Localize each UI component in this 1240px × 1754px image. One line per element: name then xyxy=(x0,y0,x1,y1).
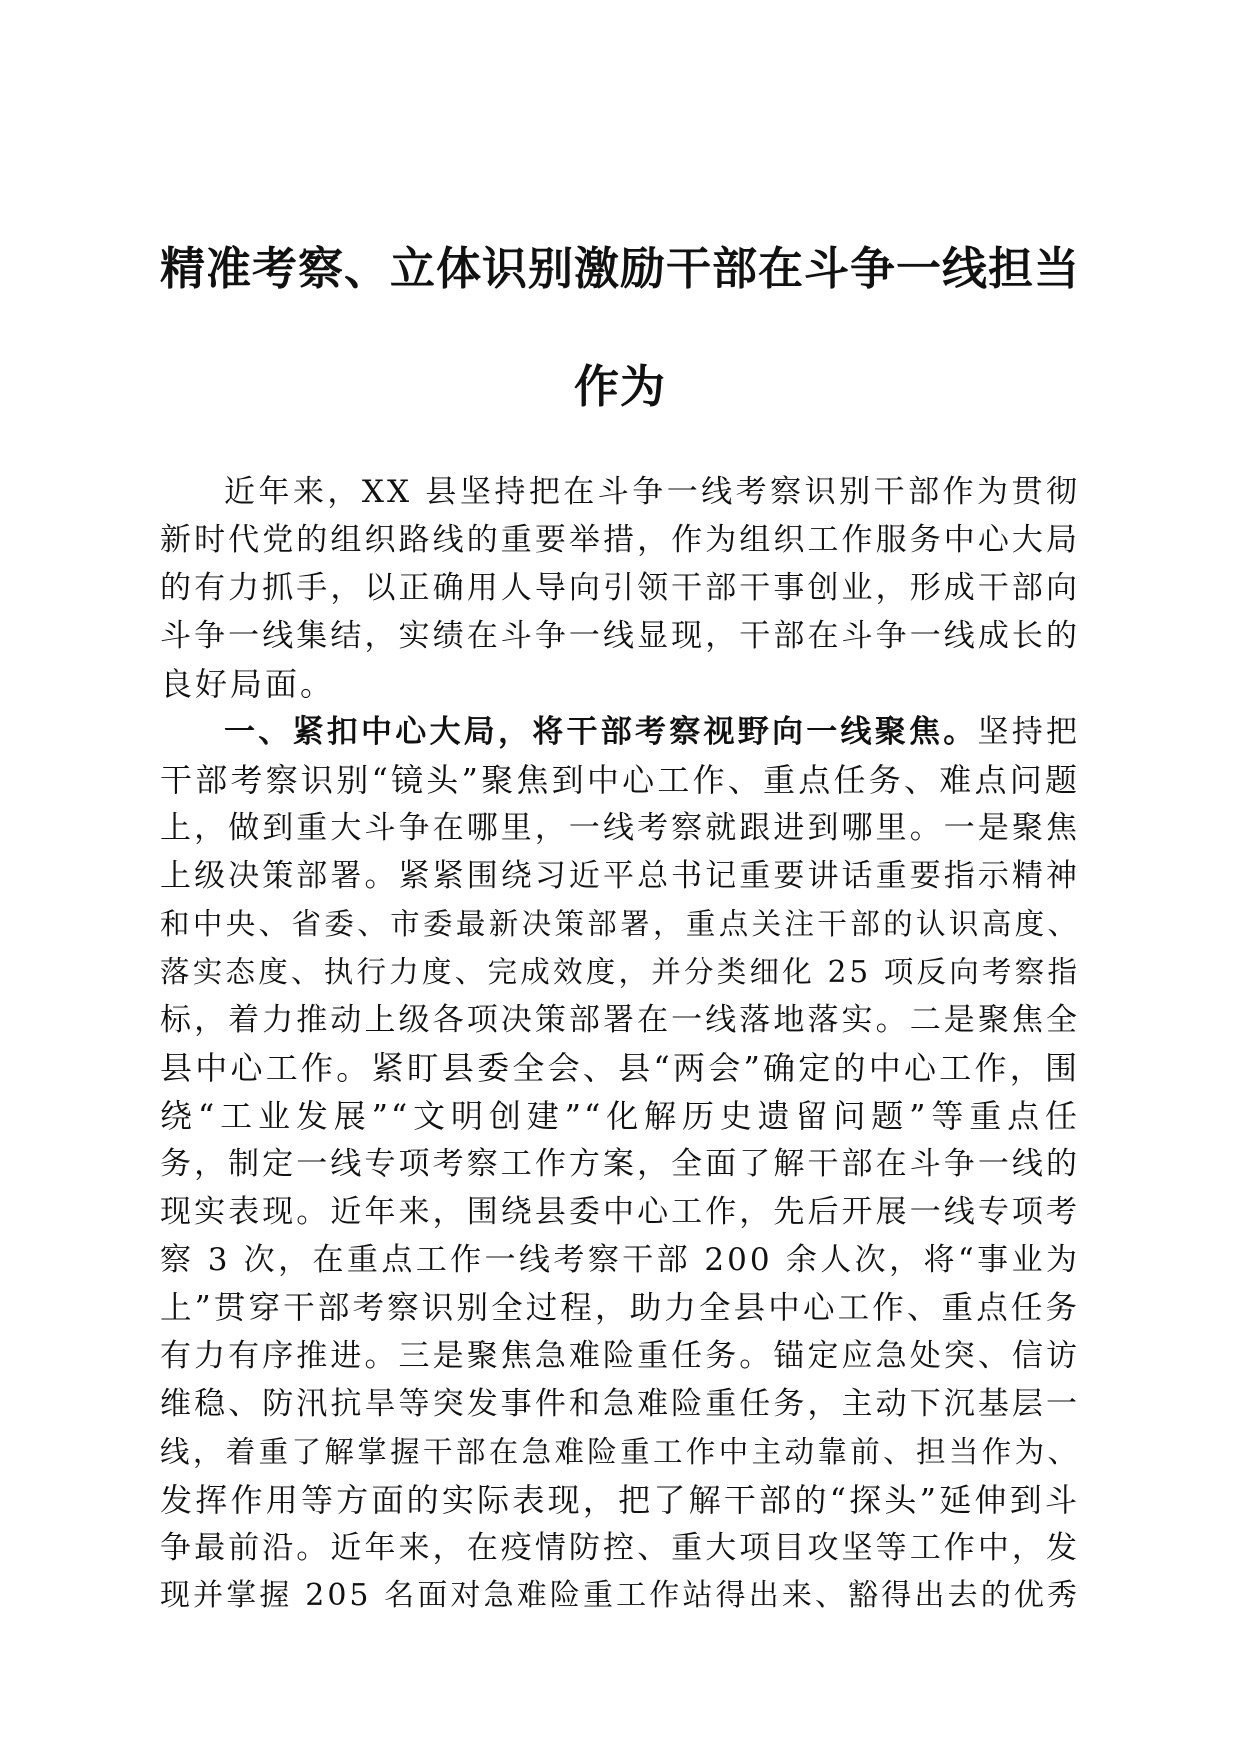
section-1-line: 上”贯穿干部考察识别全过程，助力全县中心工作、重点任务 xyxy=(160,1290,1080,1326)
document-title-line-1: 精准考察、立体识别激励干部在斗争一线担当 xyxy=(159,242,1080,295)
section-1-line: 现实表现。近年来，围绕县委中心工作，先后开展一线专项考 xyxy=(160,1194,1080,1230)
document-body xyxy=(160,468,1080,1620)
section-1-line: 务，制定一线专项考察工作方案，全面了解干部在斗争一线的 xyxy=(160,1146,1080,1182)
paragraph-1-line: 良好局面。 xyxy=(160,665,336,703)
document-title-line-2: 作为 xyxy=(573,360,666,413)
paragraph-1-line: 新时代党的组织路线的重要举措，作为组织工作服务中心大局 xyxy=(160,522,1080,558)
paragraph-1-line: 近年来，XX 县坚持把在斗争一线考察识别干部作为贯彻 xyxy=(224,474,1080,510)
section-1-line: 上，做到重大斗争在哪里，一线考察就跟进到哪里。一是聚焦 xyxy=(160,810,1080,846)
section-1-first-line xyxy=(160,708,1080,756)
section-1-line: 线，着重了解掌握干部在急难险重工作中主动靠前、担当作为、 xyxy=(160,1435,1080,1469)
section-1-line: 和中央、省委、市委最新决策部署，重点关注干部的认识高度、 xyxy=(160,907,1080,941)
paragraph-1-line: 斗争一线集结，实绩在斗争一线显现，干部在斗争一线成长的 xyxy=(160,618,1080,654)
section-1-line: 绕“工业发展”“文明创建”“化解历史遗留问题”等重点任 xyxy=(160,1097,1080,1135)
paragraph-1-line: 的有力抓手，以正确用人导向引领干部干事创业，形成干部向 xyxy=(160,570,1080,606)
section-1-line: 标，着力推动上级各项决策部署在一线落地落实。二是聚焦全 xyxy=(160,1002,1080,1038)
section-1-heading: 一、紧扣中心大局，将干部考察视野向一线聚焦。 xyxy=(224,714,978,750)
section-1-line: 察 3 次，在重点工作一线考察干部 200 余人次，将“事业为 xyxy=(160,1242,1080,1278)
section-1-line: 维稳、防汛抗旱等突发事件和急难险重任务，主动下沉基层一 xyxy=(160,1386,1080,1422)
section-1-line: 争最前沿。近年来，在疫情防控、重大项目攻坚等工作中，发 xyxy=(160,1530,1080,1566)
section-1-line: 发挥作用等方面的实际表现，把了解干部的“探头”延伸到斗 xyxy=(160,1481,1080,1519)
section-1-line: 现并掌握 205 名面对急难险重工作站得出来、豁得出去的优秀 xyxy=(160,1578,1080,1613)
section-1-line: 县中心工作。紧盯县委全会、县“两会”确定的中心工作，围 xyxy=(160,1049,1080,1087)
section-1-line: 有力有序推进。三是聚焦急难险重任务。锚定应急处突、信访 xyxy=(160,1338,1080,1374)
section-1-line: 落实态度、执行力度、完成效度，并分类细化 25 项反向考察指 xyxy=(160,955,1080,989)
section-1-line: 干部考察识别“镜头”聚焦到中心工作、重点任务、难点问题 xyxy=(160,761,1080,799)
section-1-line: 上级决策部署。紧紧围绕习近平总书记重要讲话重要指示精神 xyxy=(160,858,1080,894)
section-1-first-line-text: 坚持把 xyxy=(977,714,1080,750)
